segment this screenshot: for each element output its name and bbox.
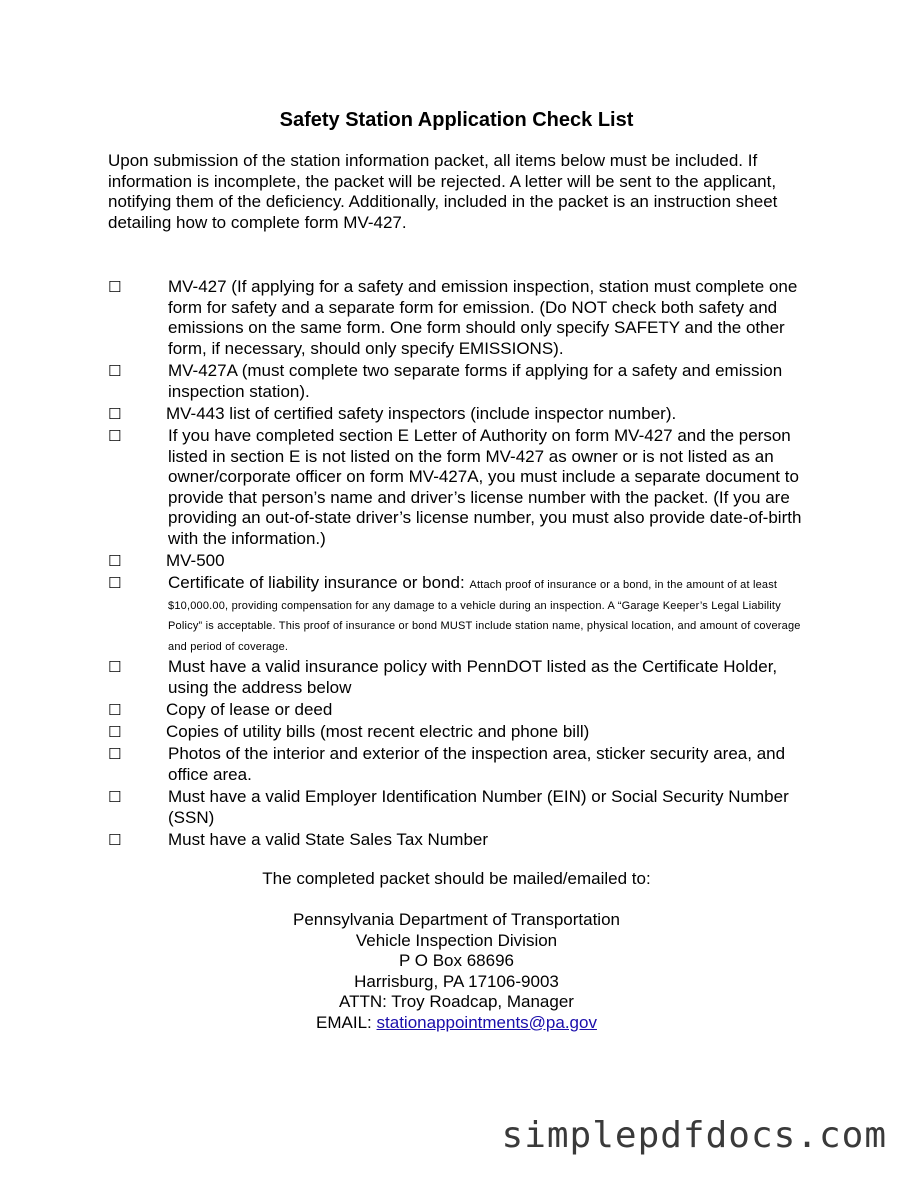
checklist-item-text: MV-427A (must complete two separate forms if applying for a safety and emission inspection station). — [168, 360, 783, 401]
checklist-item-letter-of-authority — [108, 426, 808, 550]
checklist — [108, 277, 808, 852]
checklist-item-text: Must have a valid Employer Identification Number (EIN) or Social Security Number (SSN) — [168, 787, 789, 827]
checklist-item-detail: Attach proof of insurance or a bond, in the amount of at least $10,000.00, providing compensation for any damage to a vehicle during an inspection. A “Garage Keeper’s Legal Liability Policy” is acceptable. This proof of insurance or bond MUST include station name, physical location, and amount of coverage and period of coverage. — [168, 579, 801, 654]
checklist-item-mv427a — [108, 361, 808, 402]
checklist-item-mv443 — [108, 404, 808, 425]
checklist-item-ein-ssn — [108, 787, 808, 828]
checklist-item-text: MV-500 — [166, 551, 225, 571]
checklist-item-text: Must have a valid insurance policy with PennDOT listed as the Certificate Holder, using the address below — [168, 657, 778, 697]
checklist-item-utility-bills — [108, 722, 808, 743]
checkbox-icon[interactable]: ☐ — [108, 426, 122, 445]
checklist-item-sales-tax — [108, 830, 808, 851]
checkbox-icon[interactable]: ☐ — [108, 361, 122, 380]
email-link[interactable]: stationappointments@pa.gov — [376, 1012, 597, 1032]
checklist-item-liability-insurance — [108, 573, 808, 655]
checklist-item-text: Photos of the interior and exterior of the inspection area, sticker security area, and office area. — [168, 744, 786, 784]
intro-paragraph: Upon submission of the station information packet, all items below must be included. If information is incomplete, the packet will be rejected. A letter will be sent to the applicant, notifying them of the deficiency. Additionally, included in the packet is an instruction sheet detailing how to complete form MV-427. — [108, 151, 778, 232]
address-line-attn: ATTN: Troy Roadcap, Manager — [339, 992, 574, 1011]
checkbox-icon[interactable]: ☐ — [108, 404, 122, 423]
checklist-item-mv427 — [108, 277, 808, 359]
checklist-item-penndot-certificate-holder — [108, 657, 808, 698]
address-line-division: Vehicle Inspection Division — [355, 930, 558, 950]
checkbox-icon[interactable]: ☐ — [108, 278, 122, 296]
checklist-item-lease-or-deed — [108, 700, 808, 721]
checkbox-icon[interactable]: ☐ — [108, 574, 122, 593]
watermark: simplepdfdocs.com — [501, 1115, 887, 1156]
address-line-city: Harrisburg, PA 17106-9003 — [354, 971, 559, 991]
checkbox-icon[interactable]: ☐ — [108, 701, 122, 720]
checklist-item-text: MV-443 list of certified safety inspectors (include inspector number). — [166, 403, 677, 423]
checklist-item-text: If you have completed section E Letter of Authority on form MV-427 and the person listed in section E is not listed on the form MV-427 as owner or is not listed as an owner/corporate officer on form MV-427A, you must include a separate document to provide that person’s name and driver’s license number with the packet. (If you are providing an out-of-state driver’s license number, you must also provide date-of-birth with the information.) — [168, 425, 802, 548]
checkbox-icon[interactable]: ☐ — [108, 552, 122, 571]
mailing-address — [0, 910, 913, 1033]
checkbox-icon[interactable]: ☐ — [108, 788, 122, 807]
checklist-item-mv500 — [108, 551, 808, 572]
address-line-email — [0, 1013, 913, 1034]
email-label: EMAIL: — [316, 1012, 372, 1032]
checklist-item-text: Certificate of liability insurance or bond — [168, 573, 460, 593]
address-line-department: Pennsylvania Department of Transportation — [293, 910, 620, 929]
colon-separator: : — [459, 573, 470, 593]
address-line-po-box: P O Box 68696 — [399, 951, 514, 970]
checklist-item-photos — [108, 744, 808, 785]
page-title: Safety Station Application Check List — [279, 109, 634, 131]
checklist-item-text: Must have a valid State Sales Tax Number — [168, 829, 489, 849]
checkbox-icon[interactable]: ☐ — [108, 745, 122, 764]
checklist-item-text: Copy of lease or deed — [166, 700, 333, 720]
mailing-instruction: The completed packet should be mailed/emailed to: — [262, 869, 651, 888]
checkbox-icon[interactable]: ☐ — [108, 723, 122, 742]
checklist-item-text: Copies of utility bills (most recent electric and phone bill) — [166, 722, 590, 742]
checklist-item-text: MV-427 (If applying for a safety and emission inspection, station must complete one form for safety and a separate form for emission. (Do NOT check both safety and emissions on the same form. One form should only specify SAFETY and the other form, if necessary, should only specify EMISSIONS). — [168, 277, 798, 358]
checkbox-icon[interactable]: ☐ — [108, 830, 122, 849]
checkbox-icon[interactable]: ☐ — [108, 658, 122, 677]
